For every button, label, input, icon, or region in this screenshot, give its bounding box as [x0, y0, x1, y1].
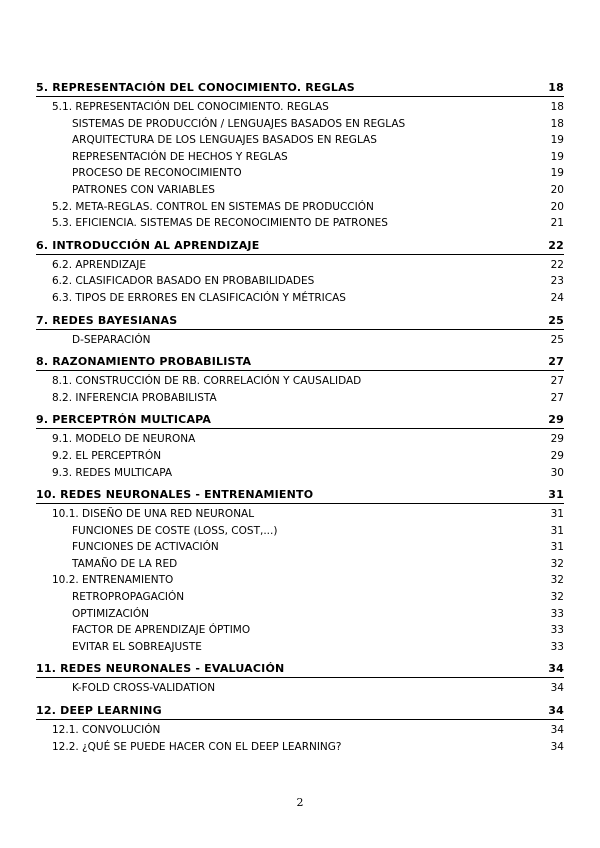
toc-entry[interactable]: [36, 589, 564, 606]
toc-entry[interactable]: [36, 273, 564, 290]
toc-entry[interactable]: [36, 182, 564, 199]
toc-entry-page: 31: [550, 508, 564, 521]
toc-section: [36, 238, 564, 307]
toc-entry[interactable]: [36, 431, 564, 448]
toc-entry-title: EVITAR EL SOBREAJUSTE: [72, 640, 202, 653]
toc-entry[interactable]: [36, 149, 564, 166]
toc-entry-title: PROCESO DE RECONOCIMIENTO: [72, 167, 242, 180]
toc-entry-page: 33: [550, 607, 564, 620]
toc-section: [36, 354, 564, 406]
toc-entry-title: 8.2. INFERENCIA PROBABILISTA: [52, 391, 217, 404]
toc-chapter-title: 11. REDES NEURONALES - EVALUACIÓN: [36, 662, 285, 676]
toc-entry-title: 12.2. ¿QUÉ SE PUEDE HACER CON EL DEEP LEARNING?: [52, 740, 342, 753]
toc-entry-page: 21: [550, 217, 564, 230]
toc-entry[interactable]: [36, 465, 564, 482]
toc-entry-page: 19: [550, 150, 564, 163]
toc-entry[interactable]: [36, 332, 564, 349]
toc-section: [36, 313, 564, 349]
table-of-contents: [36, 80, 564, 761]
toc-entry[interactable]: [36, 680, 564, 697]
toc-entry-page: 32: [550, 557, 564, 570]
toc-chapter-page: 25: [548, 313, 564, 327]
toc-entry-title: FUNCIONES DE ACTIVACIÓN: [72, 541, 219, 554]
toc-entry[interactable]: [36, 606, 564, 623]
toc-entry[interactable]: [36, 257, 564, 274]
toc-section: [36, 661, 564, 697]
toc-entry-page: 24: [550, 291, 564, 304]
toc-chapter-heading[interactable]: [36, 412, 564, 429]
toc-section: [36, 703, 564, 755]
toc-entry[interactable]: [36, 506, 564, 523]
toc-entry[interactable]: [36, 639, 564, 656]
toc-chapter-heading[interactable]: [36, 313, 564, 330]
toc-entry-page: 23: [550, 275, 564, 288]
toc-entry-page: 18: [550, 117, 564, 130]
toc-chapter-heading[interactable]: [36, 238, 564, 255]
toc-entry-page: 18: [550, 101, 564, 113]
toc-chapter-title: 12. DEEP LEARNING: [36, 704, 162, 718]
toc-entry-title: D-SEPARACIÓN: [72, 333, 151, 346]
toc-entry-title: K-FOLD CROSS-VALIDATION: [72, 682, 216, 695]
toc-entry[interactable]: [36, 390, 564, 407]
toc-entry-page: 27: [550, 375, 564, 388]
toc-entry-title: RETROPROPAGACIÓN: [72, 591, 185, 604]
toc-entry[interactable]: [36, 199, 564, 216]
toc-chapter-title: 8. RAZONAMIENTO PROBABILISTA: [36, 355, 252, 369]
toc-entry-title: FACTOR DE APRENDIZAJE ÓPTIMO: [72, 624, 251, 637]
toc-entry[interactable]: [36, 373, 564, 390]
toc-entry-title: 6.2. CLASIFICADOR BASADO EN PROBABILIDADES: [52, 275, 315, 288]
toc-section: [36, 487, 564, 655]
toc-entry-title: 6.3. TIPOS DE ERRORES EN CLASIFICACIÓN Y MÉTRICAS: [52, 291, 346, 304]
toc-entry-title: 6.2. APRENDIZAJE: [52, 258, 146, 271]
toc-chapter-page: 29: [548, 413, 564, 427]
toc-entry-page: 19: [550, 134, 564, 147]
toc-section: [36, 80, 564, 232]
toc-entry-title: PATRONES CON VARIABLES: [72, 183, 215, 196]
toc-entry-page: 30: [550, 466, 564, 479]
toc-entry[interactable]: [36, 739, 564, 756]
toc-entry-title: FUNCIONES DE COSTE (LOSS, COST,...): [72, 524, 278, 537]
toc-entry[interactable]: [36, 448, 564, 465]
toc-chapter-page: 34: [548, 662, 564, 676]
toc-chapter-title: 10. REDES NEURONALES - ENTRENAMIENTO: [36, 488, 314, 502]
toc-entry[interactable]: [36, 622, 564, 639]
toc-entry-title: 9.3. REDES MULTICAPA: [52, 466, 173, 479]
toc-entry[interactable]: [36, 116, 564, 133]
toc-chapter-title: 7. REDES BAYESIANAS: [36, 313, 178, 327]
toc-entry-page: 33: [550, 624, 564, 637]
toc-entry-page: 34: [550, 682, 564, 695]
toc-entry-page: 33: [550, 640, 564, 653]
toc-entry[interactable]: [36, 215, 564, 232]
toc-entry[interactable]: [36, 539, 564, 556]
toc-chapter-title: 9. PERCEPTRÓN MULTICAPA: [36, 413, 212, 427]
toc-chapter-page: 34: [548, 704, 564, 718]
toc-entry-page: 29: [550, 433, 564, 446]
toc-entry-page: 29: [550, 449, 564, 462]
toc-chapter-page: 22: [548, 238, 564, 252]
toc-entry-page: 20: [550, 183, 564, 196]
toc-chapter-heading[interactable]: [36, 703, 564, 720]
toc-entry-title: REPRESENTACIÓN DE HECHOS Y REGLAS: [72, 150, 288, 163]
page-number: 2: [296, 796, 304, 809]
toc-entry-page: 34: [550, 724, 564, 737]
toc-entry-page: 32: [550, 591, 564, 604]
toc-entry-title: TAMAÑO DE LA RED: [72, 557, 178, 570]
toc-chapter-page: 31: [548, 488, 564, 502]
toc-entry[interactable]: [36, 165, 564, 182]
toc-entry-title: 5.3. EFICIENCIA. SISTEMAS DE RECONOCIMIENTO DE PATRONES: [52, 217, 388, 230]
toc-chapter-title: 6. INTRODUCCIÓN AL APRENDIZAJE: [36, 238, 260, 252]
toc-entry-title: 5.1. REPRESENTACIÓN DEL CONOCIMIENTO. REGLAS: [52, 101, 329, 113]
toc-entry-title: OPTIMIZACIÓN: [72, 607, 150, 620]
toc-chapter-page: 18: [548, 81, 564, 94]
toc-chapter-heading[interactable]: [36, 354, 564, 371]
toc-entry[interactable]: [36, 523, 564, 540]
toc-entry-title: SISTEMAS DE PRODUCCIÓN / LENGUAJES BASADOS EN REGLAS: [72, 117, 406, 130]
toc-entry-page: 25: [550, 333, 564, 346]
toc-entry-page: 22: [550, 258, 564, 271]
toc-chapter-page: 27: [548, 355, 564, 369]
toc-entry-title: 12.1. CONVOLUCIÓN: [52, 724, 161, 737]
toc-entry[interactable]: [36, 572, 564, 589]
toc-entry-title: 10.1. DISEÑO DE UNA RED NEURONAL: [52, 508, 255, 521]
toc-entry[interactable]: [36, 722, 564, 739]
toc-section: [36, 412, 564, 481]
toc-entry-page: 34: [550, 740, 564, 753]
toc-entry-page: 31: [550, 541, 564, 554]
toc-entry[interactable]: [36, 132, 564, 149]
toc-entry[interactable]: [36, 290, 564, 307]
toc-entry-title: 10.2. ENTRENAMIENTO: [52, 574, 174, 587]
toc-entry-title: 9.2. EL PERCEPTRÓN: [52, 449, 162, 462]
toc-entry-page: 27: [550, 391, 564, 404]
toc-entry[interactable]: [36, 556, 564, 573]
toc-entry-title: 9.1. MODELO DE NEURONA: [52, 433, 196, 446]
toc-entry-page: 32: [550, 574, 564, 587]
toc-entry-page: 19: [550, 167, 564, 180]
toc-entry-page: 31: [550, 524, 564, 537]
toc-chapter-heading[interactable]: [36, 487, 564, 504]
toc-entry-page: 20: [550, 200, 564, 213]
toc-entry-title: 5.2. META-REGLAS. CONTROL EN SISTEMAS DE PRODUCCIÓN: [52, 200, 374, 213]
toc-chapter-heading[interactable]: [36, 661, 564, 678]
toc-entry-title: 8.1. CONSTRUCCIÓN DE RB. CORRELACIÓN Y CAUSALIDAD: [52, 375, 362, 388]
toc-chapter-heading[interactable]: [36, 80, 564, 97]
toc-chapter-title: 5. REPRESENTACIÓN DEL CONOCIMIENTO. REGLAS: [36, 81, 355, 94]
toc-entry-title: ARQUITECTURA DE LOS LENGUAJES BASADOS EN REGLAS: [72, 134, 377, 147]
toc-entry[interactable]: [36, 99, 564, 116]
